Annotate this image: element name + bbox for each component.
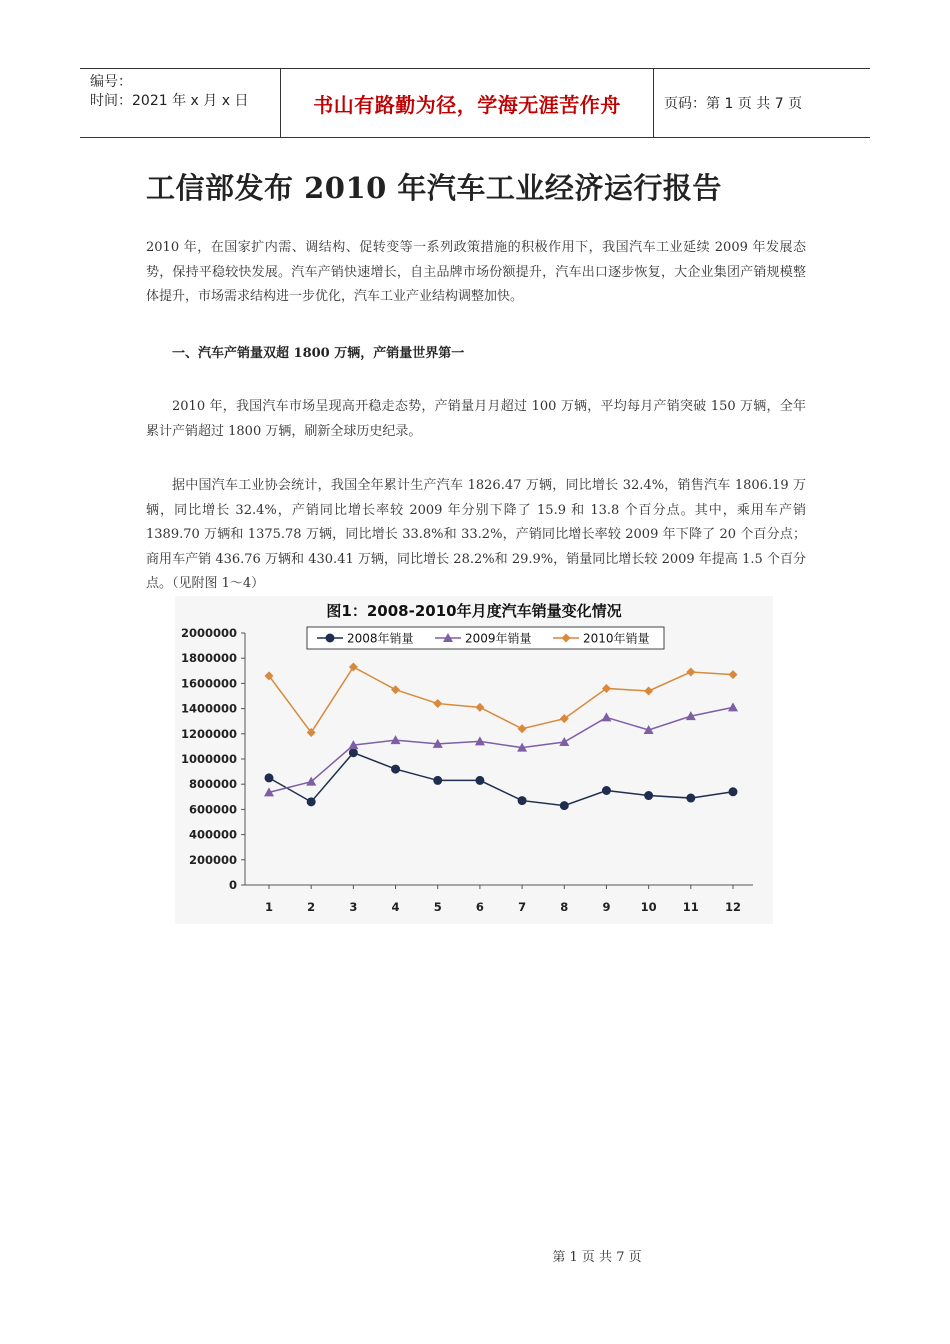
data-point-1 [602,787,610,795]
data-point-1 [476,776,484,784]
data-point-3 [644,686,653,695]
legend-label-1: 2008年销量 [347,631,414,646]
data-point-1 [518,797,526,805]
section-heading: 一、汽车产销量双超 1800 万辆，产销量世界第一 [172,346,465,361]
series-line-1 [269,753,733,806]
y-tick-label: 1800000 [180,651,237,666]
data-point-2 [559,737,569,746]
y-tick-label: 1200000 [180,726,237,741]
legend-label-2: 2009年销量 [465,631,532,646]
body-paragraph-2: 据中国汽车工业协会统计，我国全年累计生产汽车 1826.47 万辆，同比增长 32.4%，销售汽车 1806.19 万辆，同比增长 32.4%，产销同比增长率较 2009 年分别下降了 15.9 和 13.8 个百分点。其中，乘用车产销 1389.70 万辆和 1375.78 万辆，同比增长 33.8%和 33.2%，产销同比增长率较 2009 年下降了 20 个百分点；商用车产销 436.76 万辆和 430.41 万辆，同比增长 28.2%和 29.9%，销量同比增长较 2009 年提高 1.5 个百分点。（见附图 1～4） [146,478,806,591]
x-tick-label: 4 [391,900,400,914]
x-tick-label: 3 [349,900,358,914]
header-page-label: 页码：第 1 页 共 7 页 [664,96,803,112]
data-point-3 [518,724,527,733]
data-point-1 [687,794,695,802]
series-line-2 [269,707,733,792]
x-tick-label: 1 [264,900,274,914]
x-tick-label: 6 [475,900,484,914]
y-tick-label: 600000 [188,802,237,817]
header-meta [80,69,281,137]
time-label: 时间：2021 年 x 月 x 日 [90,93,249,109]
chart-title: 图1：2008-2010年月度汽车销量变化情况 [326,602,622,620]
y-tick-label: 200000 [188,852,237,867]
x-tick-label: 10 [640,900,657,914]
y-tick-label: 800000 [188,777,237,792]
data-point-3 [433,699,442,708]
y-tick-label: 1400000 [180,701,237,716]
x-tick-label: 9 [602,900,611,914]
data-point-1 [729,788,737,796]
data-point-1 [560,802,568,810]
x-tick-label: 8 [560,900,569,914]
data-point-3 [391,685,400,694]
y-tick-label: 400000 [188,827,237,842]
data-point-1 [392,765,400,773]
intro-paragraph: 2010 年，在国家扩内需、调结构、促转变等一系列政策措施的积极作用下，我国汽车工业延续 2009 年发展态势，保持平稳较快发展。汽车产销快速增长，自主品牌市场份额提升，汽车出口逐步恢复，大企业集团产销规模整体提升，市场需求结构进一步优化，汽车工业产业结构调整加快。 [146,240,806,304]
data-point-1 [307,798,315,806]
data-point-3 [686,668,695,677]
legend-label-3: 2010年销量 [583,631,650,646]
data-point-1 [645,792,653,800]
x-tick-label: 11 [682,900,699,914]
series-line-3 [269,667,733,733]
data-point-1 [434,776,442,784]
header-slogan: 书山有路勤为径，学海无涯苦作舟 [281,69,654,137]
data-point-3 [475,703,484,712]
y-tick-label: 0 [228,878,237,892]
data-point-3 [729,670,738,679]
data-point-3 [349,663,358,672]
sales-line-chart [175,596,773,924]
number-label: 编号： [90,74,132,90]
y-tick-label: 1600000 [180,676,237,691]
x-tick-label: 12 [724,900,742,914]
legend-marker-1 [326,634,334,642]
body-paragraph-1: 2010 年，我国汽车市场呈现高开稳走态势，产销量月月超过 100 万辆，平均每月产销突破 150 万辆，全年累计产销超过 1800 万辆，刷新全球历史纪录。 [146,399,806,439]
page-footer: 第 1 页 共 7 页 [552,1250,642,1265]
x-tick-label: 7 [518,900,527,914]
document-header [80,68,870,138]
document-title: 工信部发布 2010 年汽车工业经济运行报告 [146,171,722,205]
x-tick-label: 2 [307,900,316,914]
data-point-1 [265,774,273,782]
data-point-1 [349,749,357,757]
data-point-2 [728,702,738,711]
y-tick-label: 2000000 [180,626,237,640]
data-point-2 [391,735,401,744]
chart-svg [175,596,773,924]
data-point-2 [601,712,611,721]
y-tick-label: 1000000 [180,752,237,766]
x-tick-label: 5 [433,900,442,914]
